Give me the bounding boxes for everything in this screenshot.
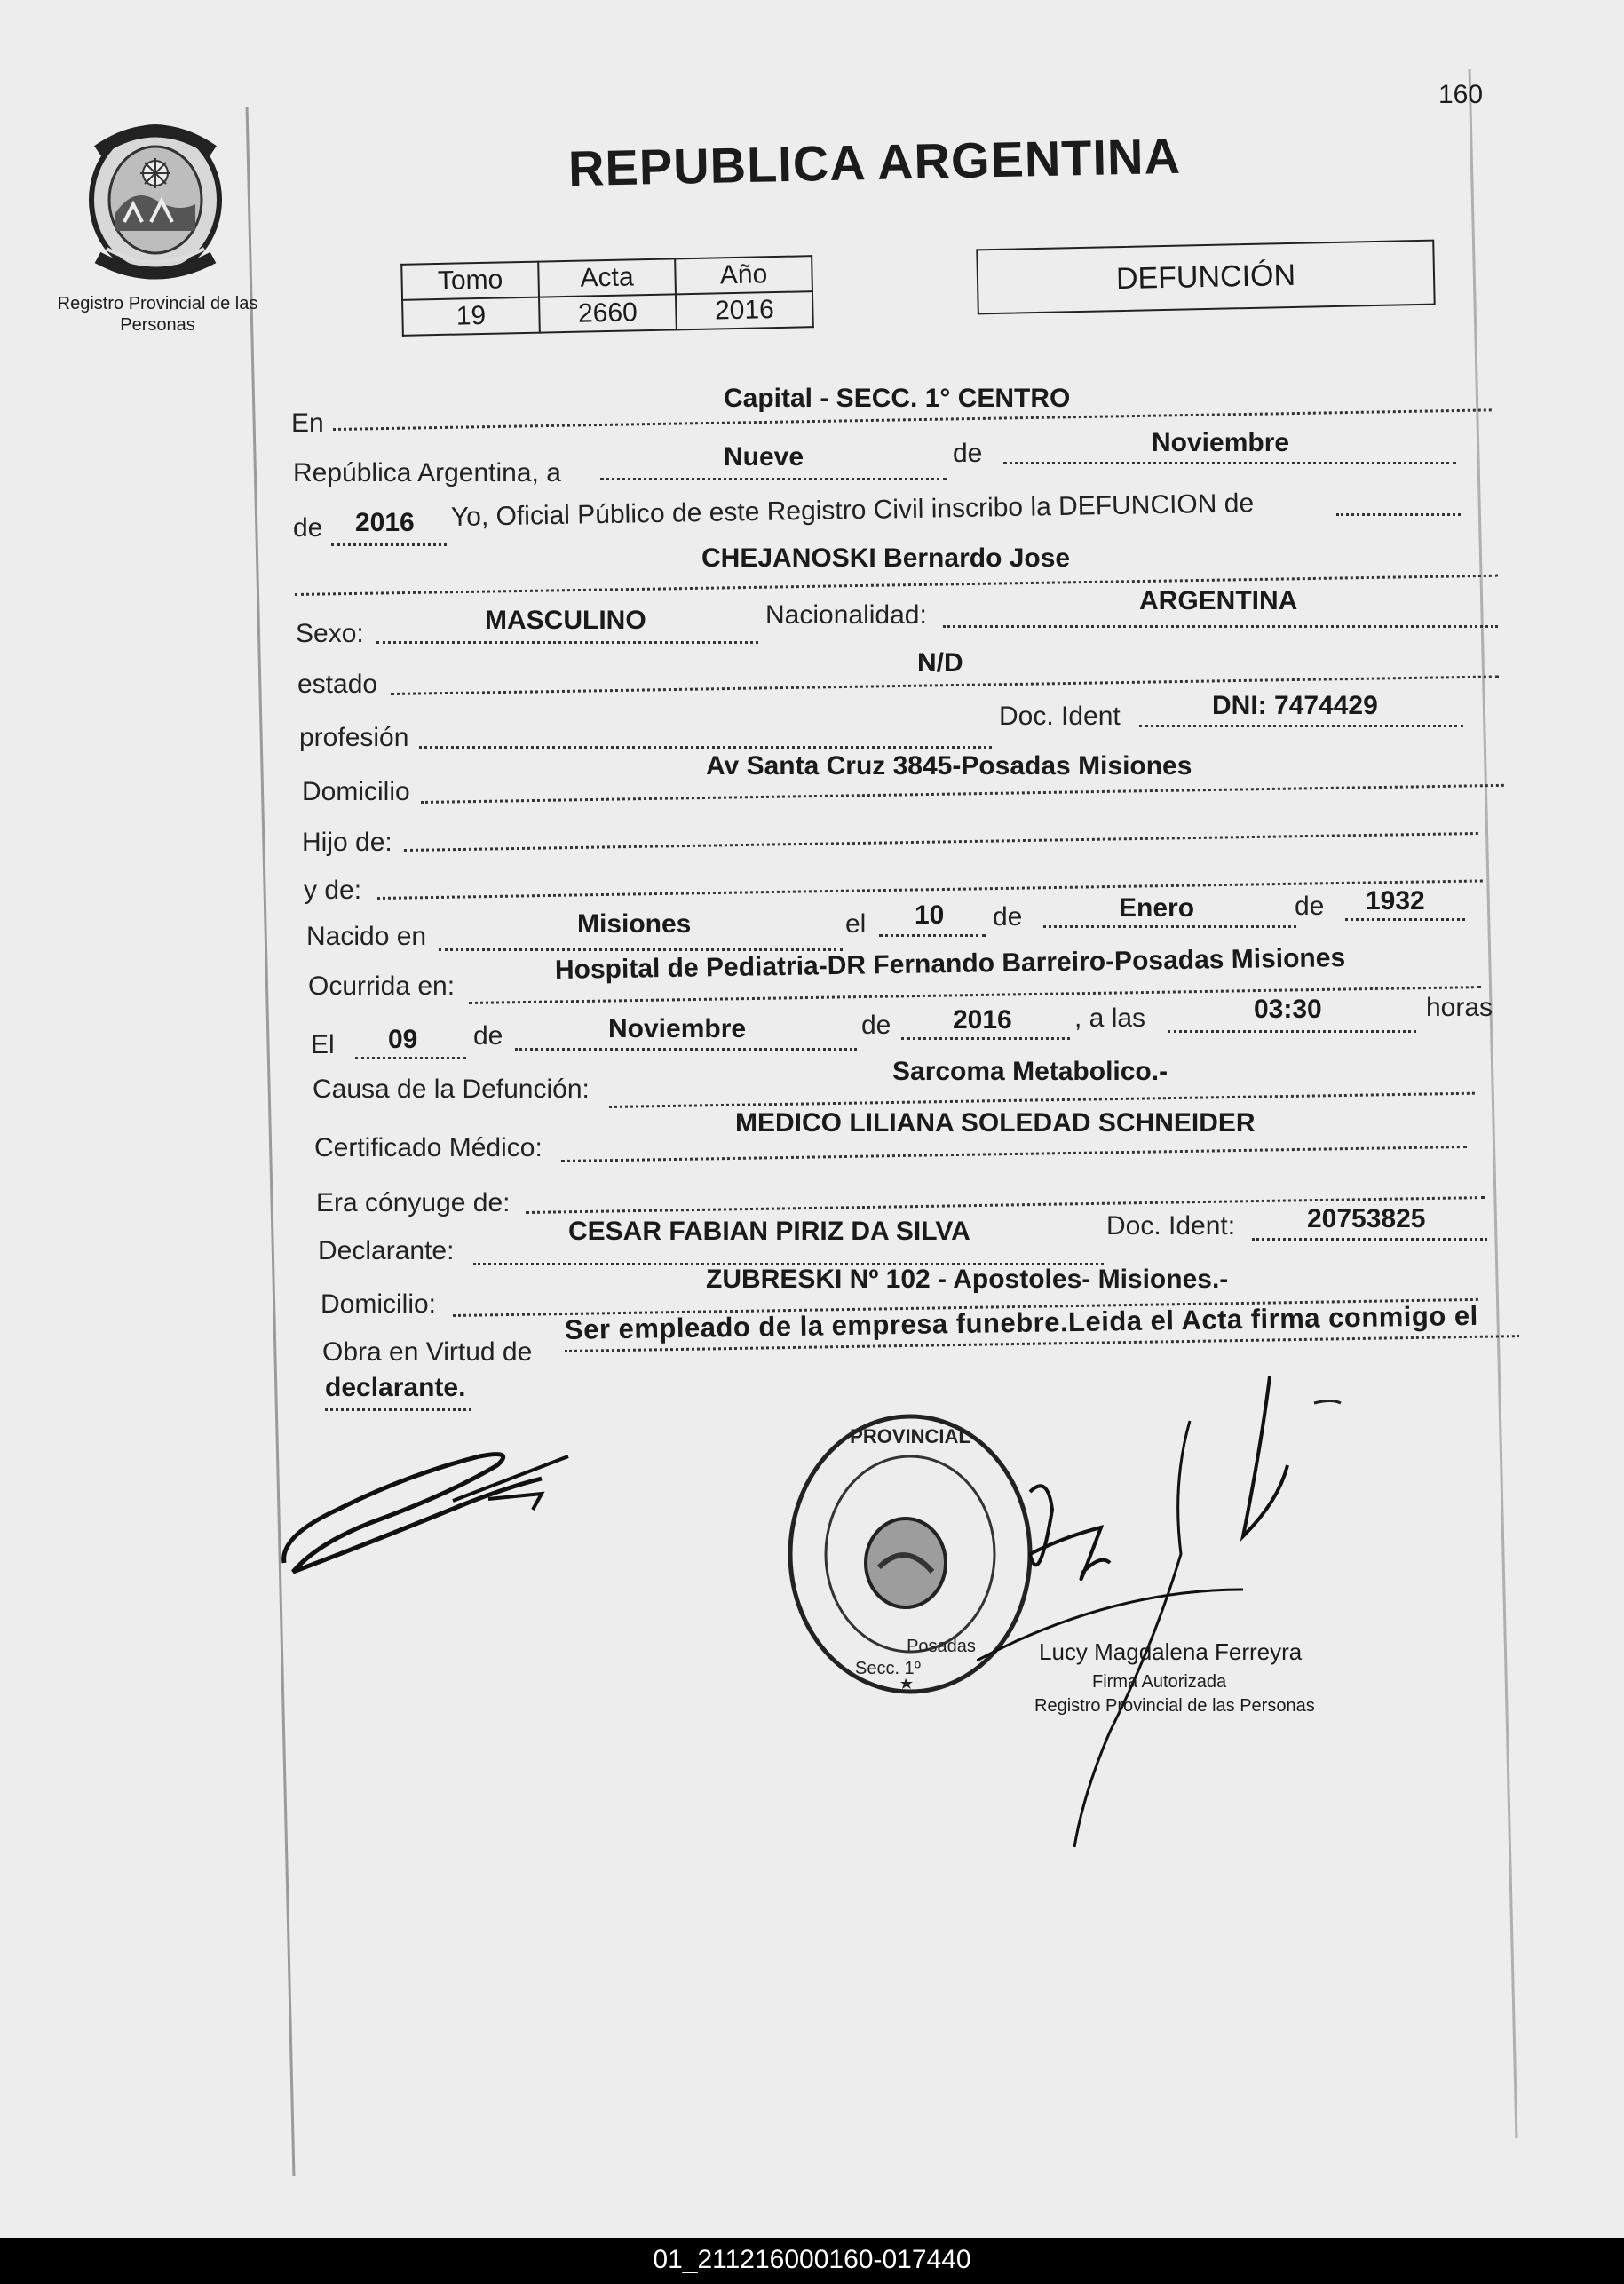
signatory-role: Firma Autorizada (1092, 1672, 1227, 1692)
label-a-las: , a las (1074, 1003, 1146, 1033)
document-title: REPUBLICA ARGENTINA (567, 127, 1182, 197)
value-nacido: Misiones (577, 909, 692, 939)
line-nombre (295, 575, 1498, 596)
value-anio: 2016 (355, 508, 415, 537)
value-estado: N/D (917, 648, 963, 678)
label-causa: Causa de la Defunción: (313, 1075, 590, 1104)
line-fall-mes (515, 1048, 857, 1051)
line-obra-2 (325, 1408, 471, 1411)
label-de-nac-mes: de (993, 902, 1023, 932)
authorized-signature (977, 1376, 1350, 1856)
line-profesion (419, 746, 992, 749)
tomo-acta-anio-table (400, 255, 814, 337)
value-domicilio-declarante: ZUBRESKI Nº 102 - Apostoles- Misiones.- (706, 1265, 1229, 1294)
value-causa: Sarcoma Metabolico.- (892, 1057, 1168, 1086)
line-doc-ident (1139, 725, 1463, 727)
value-anio: 2016 (676, 291, 813, 329)
svg-text:Posadas: Posadas (907, 1637, 976, 1656)
value-mes: Noviembre (1152, 428, 1290, 457)
value-doc-ident-declarante: 20753825 (1307, 1204, 1426, 1233)
label-horas: horas (1426, 993, 1493, 1022)
line-mes (1003, 462, 1456, 464)
provincia-misiones-seal (80, 115, 231, 284)
line-nac-anio (1345, 918, 1465, 921)
label-profesion: profesión (299, 723, 409, 752)
value-certificado: MEDICO LILIANA SOLEDAD SCHNEIDER (735, 1108, 1256, 1138)
label-el-fecha: El (311, 1030, 335, 1059)
line-doc-ident-declarante (1252, 1238, 1487, 1241)
signatory-office: Registro Provincial de las Personas (1034, 1696, 1315, 1716)
value-nac-dia: 10 (915, 900, 945, 930)
value-declarante: CESAR FABIAN PIRIZ DA SILVA (568, 1217, 970, 1246)
value-tomo: 19 (402, 297, 540, 336)
line-anio (331, 543, 447, 546)
label-sexo: Sexo: (296, 619, 364, 648)
value-acta: 2660 (539, 294, 677, 332)
label-doc-ident-declarante: Doc. Ident: (1106, 1211, 1236, 1241)
value-fall-dia: 09 (388, 1025, 418, 1054)
line-fall-dia (355, 1057, 466, 1059)
label-y-de: y de: (304, 876, 362, 905)
yo-text: Yo, Oficial Público de este Registro Civil inscribo la DEFUNCION de (450, 488, 1255, 532)
value-nac-anio: 1932 (1366, 886, 1425, 916)
line-sexo (376, 641, 758, 644)
label-de-fall-mes: de (473, 1021, 503, 1051)
footer-code: 01_211216000160-017440 (653, 2245, 971, 2274)
value-fall-mes: Noviembre (608, 1014, 747, 1043)
value-dia: Nueve (724, 442, 804, 472)
line-ocurrida (469, 986, 1481, 1004)
line-nacionalidad (943, 625, 1498, 628)
line-certificado (561, 1146, 1467, 1162)
doc-type-box: DEFUNCIÓN (976, 240, 1435, 315)
header-tomo: Tomo (401, 262, 539, 300)
left-margin-line (246, 107, 296, 2176)
label-de-mes: de (953, 439, 983, 468)
value-domicilio: Av Santa Cruz 3845-Posadas Misiones (706, 751, 1192, 781)
label-declarante: Declarante: (318, 1236, 455, 1265)
line-causa (609, 1092, 1475, 1108)
line-dia (600, 478, 947, 480)
page-number: 160 (1438, 80, 1484, 109)
line-yo-end (1336, 513, 1461, 516)
value-nombre: CHEJANOSKI Bernardo Jose (701, 543, 1071, 573)
label-certificado: Certificado Médico: (314, 1133, 543, 1162)
value-nacionalidad: ARGENTINA (1139, 586, 1298, 615)
label-domicilio: Domicilio (302, 777, 410, 806)
line-domicilio (421, 784, 1504, 804)
label-en: En (291, 408, 324, 438)
label-de-fall-anio: de (861, 1011, 891, 1040)
label-nacido: Nacido en (306, 922, 427, 951)
label-de-nac-anio: de (1295, 892, 1325, 921)
label-conyuge: Era cónyuge de: (316, 1188, 511, 1217)
line-hijo (404, 832, 1478, 852)
right-margin-line (1469, 69, 1518, 2138)
label-republica: República Argentina, a (293, 458, 561, 488)
signatory-name: Lucy Magdalena Ferreyra (1039, 1638, 1303, 1665)
declarant-signature (275, 1439, 577, 1581)
label-nacionalidad: Nacionalidad: (765, 600, 927, 630)
value-en: Capital - SECC. 1° CENTRO (724, 384, 1071, 413)
value-sexo: MASCULINO (485, 606, 646, 635)
label-de-anio: de (293, 513, 323, 543)
value-ocurrida: Hospital de Pediatria-DR Fernando Barreiro-Posadas Misiones (554, 943, 1346, 985)
value-doc-ident: DNI: 7474429 (1212, 691, 1378, 720)
label-el: el (845, 909, 867, 939)
value-obra-1: Ser empleado de la empresa funebre.Leida el Acta firma conmigo el (564, 1299, 1478, 1345)
value-hora: 03:30 (1254, 995, 1322, 1024)
label-hijo: Hijo de: (302, 828, 392, 857)
line-nac-mes (1043, 925, 1296, 928)
line-nac-dia (879, 934, 986, 937)
svg-text:PROVINCIAL: PROVINCIAL (850, 1425, 970, 1447)
line-fall-anio (901, 1037, 1070, 1040)
header-acta: Acta (538, 258, 676, 297)
value-fall-anio: 2016 (953, 1005, 1012, 1035)
label-estado: estado (297, 670, 378, 699)
line-nacido (439, 948, 843, 951)
header-anio: Año (675, 256, 812, 294)
line-hora (1168, 1030, 1416, 1033)
label-obra: Obra en Virtud de (322, 1337, 533, 1367)
label-domicilio-declarante: Domicilio: (321, 1289, 437, 1319)
label-ocurrida: Ocurrida en: (308, 971, 456, 1001)
value-obra-2: declarante. (325, 1373, 466, 1402)
value-nac-mes: Enero (1119, 893, 1195, 923)
label-doc-ident: Doc. Ident (999, 702, 1121, 731)
svg-text:Secc. 1º: Secc. 1º (854, 1659, 922, 1678)
seal-caption: Registro Provincial de las Personas (57, 294, 258, 335)
